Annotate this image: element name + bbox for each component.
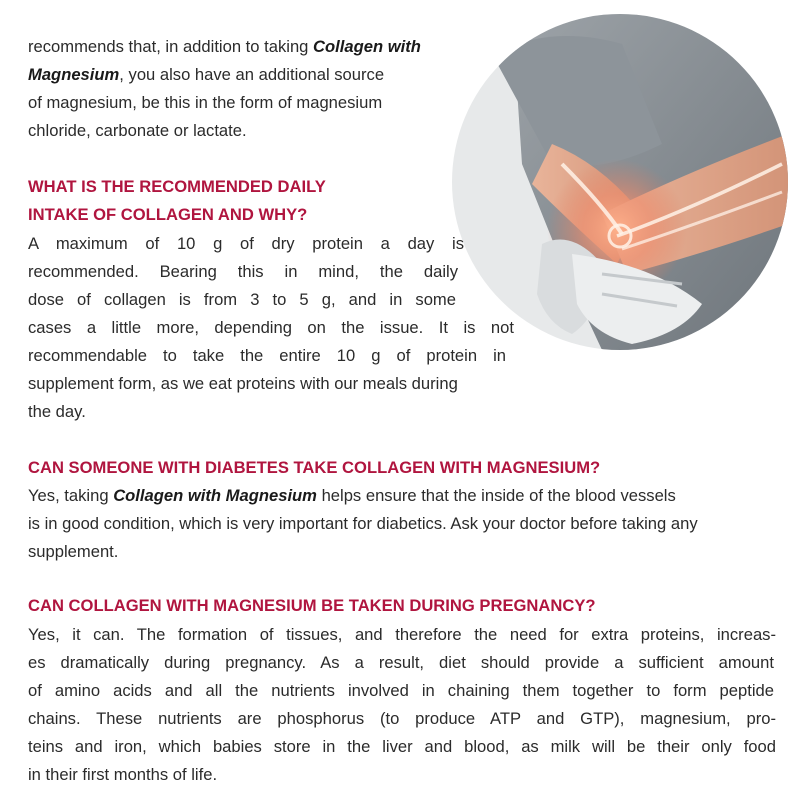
- body-line: A maximum of 10 g of dry protein a day is: [28, 234, 464, 253]
- intro-line-2: [28, 62, 384, 88]
- product-name: Collagen with Magnesium: [113, 486, 317, 505]
- body-line: the day.: [28, 402, 86, 421]
- body-line: recommended. Bearing this in mind, the daily: [28, 262, 458, 281]
- product-name: Collagen with: [313, 37, 421, 56]
- body-line: chains. These nutrients are phosphorus (to produce ATP and GTP), magnesium, pro-: [28, 709, 776, 728]
- body-line: supplement.: [28, 542, 119, 561]
- body-line: of amino acids and all the nutrients involved in chaining them together to form peptide: [28, 681, 774, 700]
- section-heading: WHAT IS THE RECOMMENDED DAILY: [28, 177, 326, 196]
- body-text: Yes, taking: [28, 486, 114, 505]
- body-line: dose of collagen is from 3 to 5 g, and in some: [28, 290, 456, 309]
- intro-text: recommends that, in addition to taking: [28, 37, 314, 56]
- body-text: helps ensure that the inside of the blood vessels: [316, 486, 676, 505]
- section-heading: CAN SOMEONE WITH DIABETES TAKE COLLAGEN WITH MAGNESIUM?: [28, 458, 601, 477]
- elbow-pain-photo: [452, 14, 788, 350]
- product-name: Magnesium: [28, 65, 120, 84]
- section-heading: CAN COLLAGEN WITH MAGNESIUM BE TAKEN DURING PREGNANCY?: [28, 596, 596, 615]
- body-line: cases a little more, depending on the issue. It is not: [28, 318, 514, 337]
- body-line: teins and iron, which babies store in the liver and blood, as milk will be their only food: [28, 737, 776, 756]
- intro-text: , you also have an additional source: [119, 65, 385, 84]
- intro-line-3: of magnesium, be this in the form of magnesium: [28, 93, 383, 112]
- body-line: is in good condition, which is very important for diabetics. Ask your doctor before taking any: [28, 514, 698, 533]
- body-line: supplement form, as we eat proteins with our meals during: [28, 374, 458, 393]
- body-line: in their first months of life.: [28, 765, 218, 784]
- intro-line-4: chloride, carbonate or lactate.: [28, 121, 247, 140]
- intro-line-1: [28, 34, 421, 60]
- section-heading: INTAKE OF COLLAGEN AND WHY?: [28, 205, 308, 224]
- body-line: recommendable to take the entire 10 g of protein in: [28, 346, 506, 365]
- body-line: [28, 483, 676, 509]
- body-line: Yes, it can. The formation of tissues, and therefore the need for extra proteins, increas-: [28, 625, 776, 644]
- body-line: es dramatically during pregnancy. As a result, diet should provide a sufficient amount: [28, 653, 774, 672]
